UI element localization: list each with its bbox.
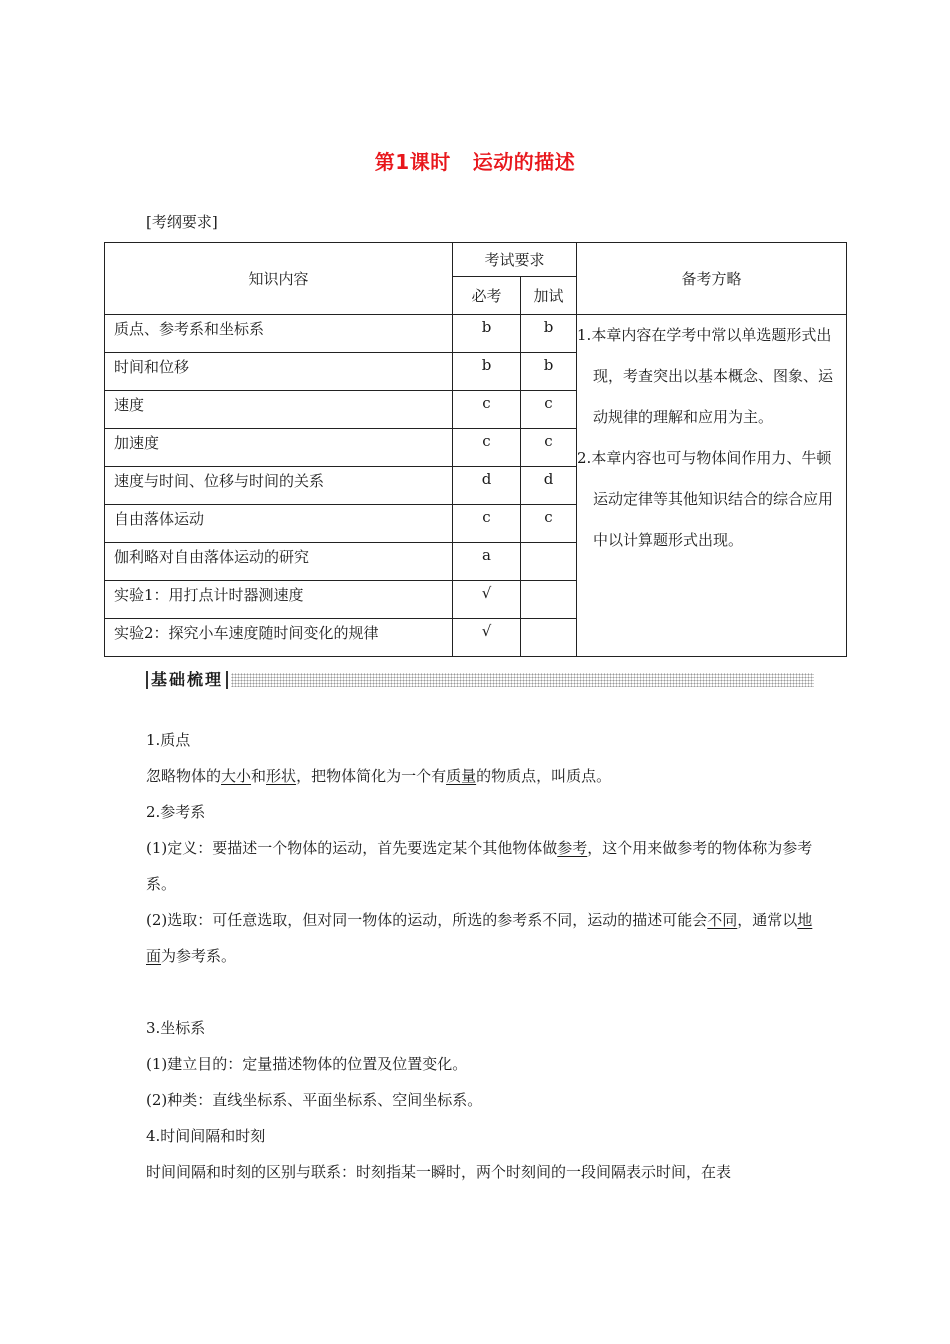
extra-cell <box>521 581 577 619</box>
extra-cell: b <box>521 353 577 391</box>
paragraph-types: (2)种类：直线坐标系、平面坐标系、空间坐标系。 <box>146 1091 483 1109</box>
main-content <box>146 722 818 1190</box>
knowledge-cell: 实验2：探究小车速度随时间变化的规律 <box>105 619 453 657</box>
required-cell: c <box>453 391 521 429</box>
underlined-term: 质量 <box>446 767 477 785</box>
header-exam-requirement: 考试要求 <box>453 243 577 277</box>
paragraph-definition: (1)定义：要描述一个物体的运动，首先要选定某个其他物体做参考，这个用来做参考的物体称为参考系。 <box>146 839 813 893</box>
knowledge-cell: 质点、参考系和坐标系 <box>105 315 453 353</box>
knowledge-cell: 时间和位移 <box>105 353 453 391</box>
header-knowledge: 知识内容 <box>105 243 453 315</box>
extra-cell: d <box>521 467 577 505</box>
required-cell: c <box>453 429 521 467</box>
knowledge-cell: 速度 <box>105 391 453 429</box>
underlined-term: 地面 <box>146 911 813 965</box>
extra-cell: c <box>521 505 577 543</box>
required-cell: √ <box>453 581 521 619</box>
table-row <box>105 315 847 353</box>
knowledge-cell: 加速度 <box>105 429 453 467</box>
paragraph-purpose: (1)建立目的：定量描述物体的位置及位置变化。 <box>146 1055 468 1073</box>
required-cell: c <box>453 505 521 543</box>
knowledge-cell: 自由落体运动 <box>105 505 453 543</box>
header-strategy: 备考方略 <box>577 243 847 315</box>
extra-cell: b <box>521 315 577 353</box>
header-extra: 加试 <box>521 277 577 315</box>
extra-cell <box>521 543 577 581</box>
requirements-table <box>104 242 847 657</box>
lesson-number: 第1课时 <box>374 150 451 174</box>
extra-cell: c <box>521 429 577 467</box>
lesson-topic: 运动的描述 <box>472 150 576 174</box>
knowledge-cell: 实验1：用打点计时器测速度 <box>105 581 453 619</box>
underlined-term: 不同 <box>707 911 738 929</box>
required-cell: d <box>453 467 521 505</box>
underlined-term: 形状 <box>266 767 297 785</box>
heading-mass-point: 1.质点 <box>146 731 191 749</box>
paragraph-time: 时间间隔和时刻的区别与联系：时刻指某一瞬时，两个时刻间的一段间隔表示时间，在表 <box>146 1163 732 1181</box>
knowledge-cell: 速度与时间、位移与时间的关系 <box>105 467 453 505</box>
requirements-label: [考纲要求] <box>146 213 218 231</box>
underlined-term: 大小 <box>221 767 252 785</box>
knowledge-cell: 伽利略对自由落体运动的研究 <box>105 543 453 581</box>
required-cell: b <box>453 315 521 353</box>
paragraph-mass-point: 忽略物体的大小和形状，把物体简化为一个有质量的物质点，叫质点。 <box>146 767 612 785</box>
strategy-cell <box>577 315 847 657</box>
heading-time: 4.时间间隔和时刻 <box>146 1127 266 1145</box>
extra-cell: c <box>521 391 577 429</box>
extra-cell <box>521 619 577 657</box>
required-cell: √ <box>453 619 521 657</box>
underlined-term: 参考 <box>557 839 588 857</box>
heading-coordinate-system: 3.坐标系 <box>146 1019 206 1037</box>
header-required: 必考 <box>453 277 521 315</box>
strategy-item: 2.本章内容也可与物体间作用力、牛顿运动定律等其他知识结合的综合应用中以计算题形式出现。 <box>577 449 834 549</box>
paragraph-selection: (2)选取：可任意选取，但对同一物体的运动，所选的参考系不同，运动的描述可能会不同，通常以地面为参考系。 <box>146 911 813 965</box>
section-heading-bar <box>146 670 814 690</box>
section-heading: 基础梳理 <box>146 671 228 689</box>
required-cell: a <box>453 543 521 581</box>
dotted-divider <box>231 673 814 687</box>
page-title <box>0 146 950 175</box>
strategy-item: 1.本章内容在学考中常以单选题形式出现，考查突出以基本概念、图象、运动规律的理解和应用为主。 <box>577 326 834 426</box>
required-cell: b <box>453 353 521 391</box>
heading-reference-frame: 2.参考系 <box>146 803 206 821</box>
